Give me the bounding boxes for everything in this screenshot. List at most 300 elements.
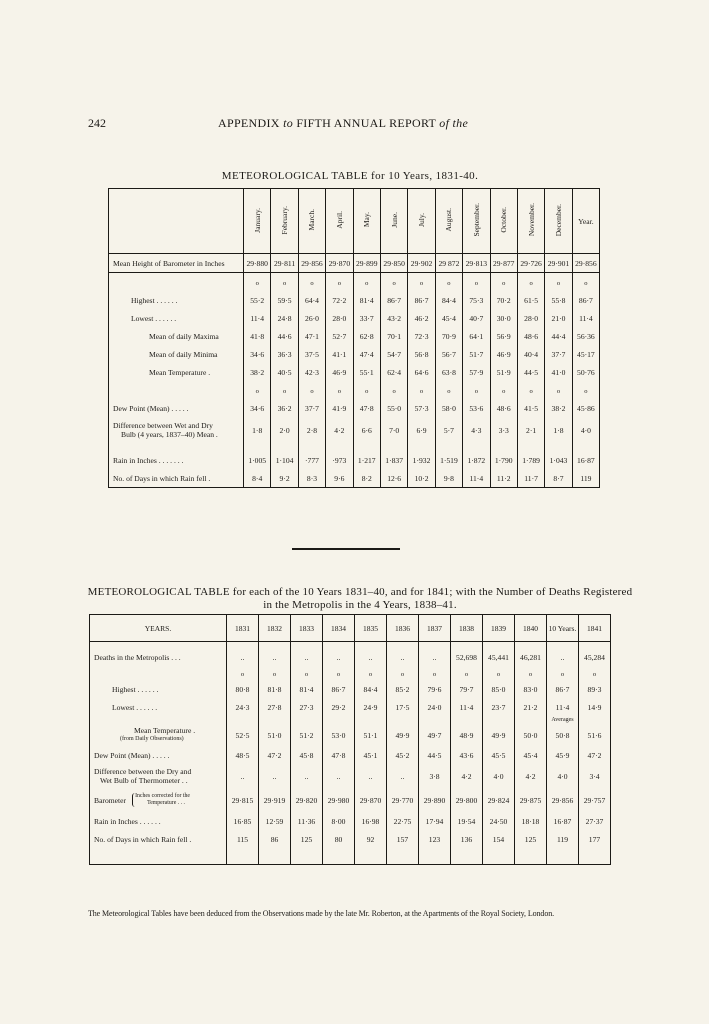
mean-temperature-value: 51·2 xyxy=(291,724,323,746)
difference-value: .. xyxy=(323,764,355,788)
barometer-value: 29·770 xyxy=(387,788,419,812)
month-label: November. xyxy=(526,203,536,237)
thermometer-row-2-value: 29·2 xyxy=(323,698,355,716)
dew-point-row-value: 53·6 xyxy=(463,399,490,417)
barometer-note xyxy=(132,793,190,807)
degree-mark xyxy=(380,381,407,399)
dew-point-row-value: 36·2 xyxy=(271,399,298,417)
barometer-title: Barometer xyxy=(94,795,127,805)
thermometer-row-2-value: 27·3 xyxy=(291,698,323,716)
spacer-cell xyxy=(323,716,355,724)
degree-symbol: o xyxy=(529,387,533,395)
year-column-header: 1836 xyxy=(387,615,419,642)
year-column-header: 1840 xyxy=(515,615,547,642)
degree-mark xyxy=(545,381,572,399)
barometer-row-value: 29·870 xyxy=(326,254,353,273)
degree-mark xyxy=(244,273,271,292)
spacer-cell xyxy=(579,848,611,865)
table1-column-header xyxy=(408,189,435,254)
barometer-row-value: 29·856 xyxy=(572,254,599,273)
degree-mark xyxy=(326,273,353,292)
mean-temperature-value: 52·5 xyxy=(227,724,259,746)
thermometer-row-2-value: 11·4 xyxy=(451,698,483,716)
page-header xyxy=(88,116,648,134)
spacer-cell xyxy=(572,443,599,451)
thermometer-row-value: 55·8 xyxy=(545,291,572,309)
rain-days-row-2-value: 177 xyxy=(579,830,611,848)
thermometer-row-value: 70·2 xyxy=(490,291,517,309)
degree-mark xyxy=(515,666,547,680)
degree-symbol: o xyxy=(365,387,369,395)
degree-symbol: o xyxy=(365,279,369,287)
degree-mark xyxy=(545,273,572,292)
thermometer-row-label: Highest . . . . . . xyxy=(131,295,178,305)
rain-days-row xyxy=(109,469,600,488)
table1-spacer xyxy=(109,443,600,451)
rain-row-2-value: 16·98 xyxy=(355,812,387,830)
degree-symbol: o xyxy=(474,387,478,395)
degree-symbol: o xyxy=(592,670,597,678)
thermometer-row-value: 26·0 xyxy=(298,309,325,327)
degree-mark xyxy=(259,666,291,680)
year-column-header: 1832 xyxy=(259,615,291,642)
section-divider xyxy=(292,548,400,550)
spacer-cell xyxy=(227,716,259,724)
thermometer-row-value: 46·9 xyxy=(326,363,353,381)
rain-days-row-2-value: 125 xyxy=(515,830,547,848)
table2-caption-line1: METEOROLOGICAL TABLE for each of the 10 Years 1831–40, and for 1841; with the Number of Deaths Registered xyxy=(87,586,633,598)
degree-mark xyxy=(408,273,435,292)
table1-header-row xyxy=(109,189,600,254)
degree-symbol: o xyxy=(419,279,424,287)
barometer-row xyxy=(109,254,600,273)
thermometer-row-2-value: 11·4 xyxy=(547,698,579,716)
difference-value: 2·8 xyxy=(298,417,325,443)
spacer-cell xyxy=(387,716,419,724)
rain-row-value: ·777 xyxy=(298,451,325,469)
thermometer-row xyxy=(109,327,600,345)
spacer-cell xyxy=(109,443,244,451)
degree-mark xyxy=(483,666,515,680)
thermometer-row-label: Mean of daily Minima xyxy=(149,349,218,359)
degree-mark xyxy=(355,666,387,680)
rain-days-row-2 xyxy=(90,830,611,848)
degree-symbol: o xyxy=(304,670,309,678)
degree-mark xyxy=(517,381,544,399)
month-label: January. xyxy=(252,207,262,233)
thermometer-row-value: 61·5 xyxy=(517,291,544,309)
degree-symbol: o xyxy=(310,279,314,287)
table2-caption xyxy=(80,586,640,612)
thermometer-row-2-label: Lowest . . . . . . xyxy=(112,702,158,712)
rain-row-2-value: 11·36 xyxy=(291,812,323,830)
difference-value: 4·0 xyxy=(572,417,599,443)
thermometer-row-value: 28·0 xyxy=(326,309,353,327)
barometer-label xyxy=(90,788,227,812)
thermometer-row-2-value: 23·7 xyxy=(483,698,515,716)
spacer-cell xyxy=(353,443,380,451)
spacer-cell xyxy=(90,848,227,865)
degree-symbol: o xyxy=(337,387,341,395)
rain-days-row-2-value: 136 xyxy=(451,830,483,848)
mean-temperature-value: 49·7 xyxy=(419,724,451,746)
degree-symbol: o xyxy=(528,670,533,678)
thermometer-row-label: Mean of daily Maxima xyxy=(149,331,219,341)
table1-column-header xyxy=(271,189,298,254)
page-number: 242 xyxy=(88,116,106,130)
degree-symbol: o xyxy=(496,670,501,678)
thermometer-row-value: 63·8 xyxy=(435,363,462,381)
barometer-row-value: 29·899 xyxy=(353,254,380,273)
dew-point-row-value: 48·6 xyxy=(490,399,517,417)
spacer-cell xyxy=(408,443,435,451)
spacer-cell xyxy=(483,848,515,865)
month-label: April. xyxy=(334,211,344,229)
year-column-header: 1839 xyxy=(483,615,515,642)
difference-value: .. xyxy=(387,764,419,788)
spacer-cell xyxy=(259,848,291,865)
degree-mark xyxy=(291,666,323,680)
year-column-header: 1833 xyxy=(291,615,323,642)
degree-mark xyxy=(271,381,298,399)
degree-mark xyxy=(572,273,599,292)
table1-corner xyxy=(109,189,244,254)
degree-symbol: o xyxy=(447,387,451,395)
degree-symbol: o xyxy=(400,670,405,678)
dew-point-row-value: 47·8 xyxy=(353,399,380,417)
spacer-cell xyxy=(227,848,259,865)
table1 xyxy=(108,188,600,488)
month-label: August. xyxy=(444,208,454,232)
spacer-cell xyxy=(483,716,515,724)
barometer-value: 29·980 xyxy=(323,788,355,812)
spacer-cell xyxy=(419,716,451,724)
thermometer-row-value: 55·1 xyxy=(353,363,380,381)
mean-temperature-title: Mean Temperature . xyxy=(134,726,196,735)
degree-symbol: o xyxy=(419,387,424,395)
rain-row-2-label: Rain in Inches . . . . . . xyxy=(94,816,161,826)
barometer-value: 29·875 xyxy=(515,788,547,812)
rain-days-row-value: 10·2 xyxy=(408,469,435,488)
degree-symbol: o xyxy=(392,279,396,287)
thermometer-row-value: 44·5 xyxy=(517,363,544,381)
spacer-cell xyxy=(244,443,271,451)
rain-days-row-value: 9·8 xyxy=(435,469,462,488)
barometer-note-line1: Inches corrected for the xyxy=(135,793,190,799)
dew-point-row-value: 34·6 xyxy=(244,399,271,417)
degree-symbol: o xyxy=(336,670,341,678)
rain-row-value: 1·043 xyxy=(545,451,572,469)
dew-point-row-label: Dew Point (Mean) . . . . . xyxy=(113,403,189,413)
dew-point-row-value: 45·86 xyxy=(572,399,599,417)
degree-symbol: o xyxy=(392,387,396,395)
degree-mark xyxy=(572,381,599,399)
month-label: May. xyxy=(362,212,372,228)
thermometer-row-value: 70·1 xyxy=(380,327,407,345)
degree-symbol: o xyxy=(556,279,561,287)
spacer-cell xyxy=(380,443,407,451)
thermometer-row-value: 44·4 xyxy=(545,327,572,345)
degree-mark xyxy=(353,273,380,292)
dew-point-row-2-value: 44·5 xyxy=(419,746,451,764)
difference-value: .. xyxy=(291,764,323,788)
thermometer-row-value: 62·8 xyxy=(353,327,380,345)
thermometer-row-value: 41·8 xyxy=(244,327,271,345)
rain-row-value: 1·790 xyxy=(490,451,517,469)
thermometer-row-2-value: 14·9 xyxy=(579,698,611,716)
thermometer-row xyxy=(109,291,600,309)
year-column-header: 1831 xyxy=(227,615,259,642)
degree-symbol: o xyxy=(432,670,437,678)
rain-days-row-2-value: 157 xyxy=(387,830,419,848)
degree-symbol: o xyxy=(272,670,277,678)
spacer-cell xyxy=(387,848,419,865)
barometer-row-value: 29·856 xyxy=(298,254,325,273)
month-label: December. xyxy=(553,203,563,237)
thermometer-row-2-value: 24·3 xyxy=(227,698,259,716)
mean-temperature-value: 48·9 xyxy=(451,724,483,746)
degree-mark xyxy=(435,381,462,399)
year-column-header: 10 Years. xyxy=(547,615,579,642)
degree-mark xyxy=(463,381,490,399)
deaths-row-value: 45,284 xyxy=(579,648,611,666)
barometer-value: 29·820 xyxy=(291,788,323,812)
rain-days-row-2-label: No. of Days in which Rain fell . xyxy=(94,834,192,844)
month-label: June. xyxy=(389,212,399,228)
dew-point-row-2-value: 45·4 xyxy=(515,746,547,764)
difference-value: 4·3 xyxy=(463,417,490,443)
rain-row-2-value: 22·75 xyxy=(387,812,419,830)
degree-symbol: o xyxy=(464,670,469,678)
degree-symbol: o xyxy=(556,387,561,395)
rain-row-label: Rain in Inches . . . . . . . xyxy=(113,455,184,465)
degree-mark xyxy=(387,666,419,680)
barometer-row-value: 29·901 xyxy=(545,254,572,273)
deaths-row-value: .. xyxy=(291,648,323,666)
title-of: of the xyxy=(439,116,469,130)
rain-row-value: 1·217 xyxy=(353,451,380,469)
spacer-cell xyxy=(259,716,291,724)
difference-label-line1: Difference between Wet and Dry xyxy=(113,421,213,430)
spacer-cell xyxy=(515,716,547,724)
thermometer-row-value: 55·2 xyxy=(244,291,271,309)
difference-value: 3·3 xyxy=(490,417,517,443)
rain-days-row-value: 8·4 xyxy=(244,469,271,488)
thermometer-row-value: 38·2 xyxy=(244,363,271,381)
mean-temperature-label xyxy=(90,724,227,746)
table2 xyxy=(89,614,611,865)
running-title xyxy=(218,116,468,131)
difference-value: 1·8 xyxy=(244,417,271,443)
month-label: October. xyxy=(499,207,509,233)
table2-degree-row-blank xyxy=(90,666,227,680)
barometer-value: 29·919 xyxy=(259,788,291,812)
degree-symbol: o xyxy=(255,279,259,287)
thermometer-row-value: 52·7 xyxy=(326,327,353,345)
thermometer-row-value: 47·4 xyxy=(353,345,380,363)
degree-symbol: o xyxy=(584,387,588,395)
dew-point-row-2-value: 47·2 xyxy=(259,746,291,764)
deaths-row-value: .. xyxy=(547,648,579,666)
thermometer-row-2-value: 86·7 xyxy=(323,680,355,698)
mean-temperature-value: 51·6 xyxy=(579,724,611,746)
rain-row-value: 1·932 xyxy=(408,451,435,469)
averages-label: Averages xyxy=(547,716,579,724)
dew-point-row-2-value: 45·5 xyxy=(483,746,515,764)
degree-mark xyxy=(326,381,353,399)
thermometer-row xyxy=(109,345,600,363)
degree-symbol: o xyxy=(584,279,588,287)
table1-column-header xyxy=(353,189,380,254)
difference-label-line1: Difference between the Dry and xyxy=(94,767,192,776)
deaths-row-value: 46,281 xyxy=(515,648,547,666)
thermometer-row-value: 40·4 xyxy=(517,345,544,363)
rain-days-row-2-value: 115 xyxy=(227,830,259,848)
mean-temperature-value: 53·0 xyxy=(323,724,355,746)
spacer-cell xyxy=(517,443,544,451)
rain-row-2-value: 27·37 xyxy=(579,812,611,830)
table2-header-row xyxy=(90,615,611,642)
difference-value: 4·2 xyxy=(515,764,547,788)
dew-point-row-2-value: 47·8 xyxy=(323,746,355,764)
degree-symbol: o xyxy=(502,387,506,395)
title-to: to xyxy=(283,116,293,130)
spacer-cell xyxy=(463,443,490,451)
degree-mark xyxy=(579,666,611,680)
table1-column-header xyxy=(298,189,325,254)
thermometer-row-2-value: 85·2 xyxy=(387,680,419,698)
dew-point-row-value: 57·3 xyxy=(408,399,435,417)
barometer-row-value: 29·902 xyxy=(408,254,435,273)
thermometer-row-value: 48·6 xyxy=(517,327,544,345)
mean-temperature-row xyxy=(90,724,611,746)
rain-row-2-value: 16·87 xyxy=(547,812,579,830)
degree-symbol: o xyxy=(368,670,373,678)
deaths-row-value: 45,441 xyxy=(483,648,515,666)
thermometer-row-value: 41·0 xyxy=(545,363,572,381)
rain-days-row-value: 12·6 xyxy=(380,469,407,488)
deaths-row xyxy=(90,648,611,666)
rain-days-row-2-value: 125 xyxy=(291,830,323,848)
degree-symbol: o xyxy=(282,387,287,395)
thermometer-row-value: 56·9 xyxy=(490,327,517,345)
difference-value: 5·7 xyxy=(435,417,462,443)
barometer-value: 29·870 xyxy=(355,788,387,812)
thermometer-row-value: 43·2 xyxy=(380,309,407,327)
spacer-cell xyxy=(355,848,387,865)
spacer-cell xyxy=(579,716,611,724)
degree-mark xyxy=(353,381,380,399)
table1-column-header xyxy=(463,189,490,254)
degree-mark xyxy=(244,381,271,399)
thermometer-row-value: 33·7 xyxy=(353,309,380,327)
year-column-header: 1835 xyxy=(355,615,387,642)
thermometer-row-2-value: 17·5 xyxy=(387,698,419,716)
difference-value: 7·0 xyxy=(380,417,407,443)
dew-point-row-value: 58·0 xyxy=(435,399,462,417)
dew-point-row-2-label: Dew Point (Mean) . . . . . xyxy=(94,750,170,760)
thermometer-row-2-value: 24·9 xyxy=(355,698,387,716)
thermometer-row-value: 37·5 xyxy=(298,345,325,363)
thermometer-row-value: 37·7 xyxy=(545,345,572,363)
deaths-row-value: .. xyxy=(227,648,259,666)
spacer-cell xyxy=(490,443,517,451)
thermometer-row-value: 72·3 xyxy=(408,327,435,345)
table1-column-header xyxy=(490,189,517,254)
title-main: FIFTH ANNUAL REPORT xyxy=(296,116,436,130)
difference-value: 4·2 xyxy=(326,417,353,443)
month-label: July. xyxy=(417,213,427,227)
thermometer-row-value: 50·76 xyxy=(572,363,599,381)
degree-mark xyxy=(547,666,579,680)
table1-column-header xyxy=(435,189,462,254)
degree-symbol: o xyxy=(502,279,506,287)
rain-row-2-value: 16·85 xyxy=(227,812,259,830)
dew-point-row-2-value: 48·5 xyxy=(227,746,259,764)
table1-column-header xyxy=(545,189,572,254)
thermometer-row-value: 47·1 xyxy=(298,327,325,345)
dew-point-row-2-value: 45·8 xyxy=(291,746,323,764)
spacer-cell xyxy=(419,848,451,865)
thermometer-row-value: 46·2 xyxy=(408,309,435,327)
mean-temperature-value: 51·0 xyxy=(259,724,291,746)
difference-value: 6·9 xyxy=(408,417,435,443)
rain-days-row-2-value: 92 xyxy=(355,830,387,848)
difference-value: 4·0 xyxy=(483,764,515,788)
thermometer-row-2-value: 21·2 xyxy=(515,698,547,716)
rain-row-2-value: 8·00 xyxy=(323,812,355,830)
rain-days-row-2-value: 119 xyxy=(547,830,579,848)
rain-days-row-value: 119 xyxy=(572,469,599,488)
rain-row-2-value: 18·18 xyxy=(515,812,547,830)
rain-row xyxy=(109,451,600,469)
spacer-cell xyxy=(298,443,325,451)
thermometer-row xyxy=(109,363,600,381)
barometer-value: 29·815 xyxy=(227,788,259,812)
degree-mark xyxy=(380,273,407,292)
thermometer-row-value: 56·7 xyxy=(435,345,462,363)
degree-mark xyxy=(490,273,517,292)
difference-value: 1·8 xyxy=(545,417,572,443)
thermometer-row-value: 51·7 xyxy=(463,345,490,363)
degree-mark xyxy=(435,273,462,292)
thermometer-row-2-value: 81·4 xyxy=(291,680,323,698)
thermometer-row-2-value: 83·0 xyxy=(515,680,547,698)
difference-value: .. xyxy=(259,764,291,788)
degree-mark xyxy=(271,273,298,292)
averages-row xyxy=(90,716,611,724)
month-label: March. xyxy=(307,209,317,231)
rain-days-row-label: No. of Days in which Rain fell . xyxy=(113,473,211,483)
rain-row-value: 16·87 xyxy=(572,451,599,469)
difference-value: 3·8 xyxy=(419,764,451,788)
dew-point-row-2-value: 47·2 xyxy=(579,746,611,764)
month-label: February. xyxy=(280,205,290,235)
thermometer-row-value: 72·2 xyxy=(326,291,353,309)
rain-row-2 xyxy=(90,812,611,830)
difference-value: 2·1 xyxy=(517,417,544,443)
difference-value: .. xyxy=(227,764,259,788)
degree-mark xyxy=(227,666,259,680)
barometer-value: 29·824 xyxy=(483,788,515,812)
spacer-cell xyxy=(515,848,547,865)
thermometer-row-value: 11·4 xyxy=(572,309,599,327)
rain-days-row-value: 8·3 xyxy=(298,469,325,488)
barometer-row-value: 29·811 xyxy=(271,254,298,273)
thermometer-row-2-value: 89·3 xyxy=(579,680,611,698)
thermometer-row-value: 56·8 xyxy=(408,345,435,363)
mean-temperature-value: 49·9 xyxy=(387,724,419,746)
